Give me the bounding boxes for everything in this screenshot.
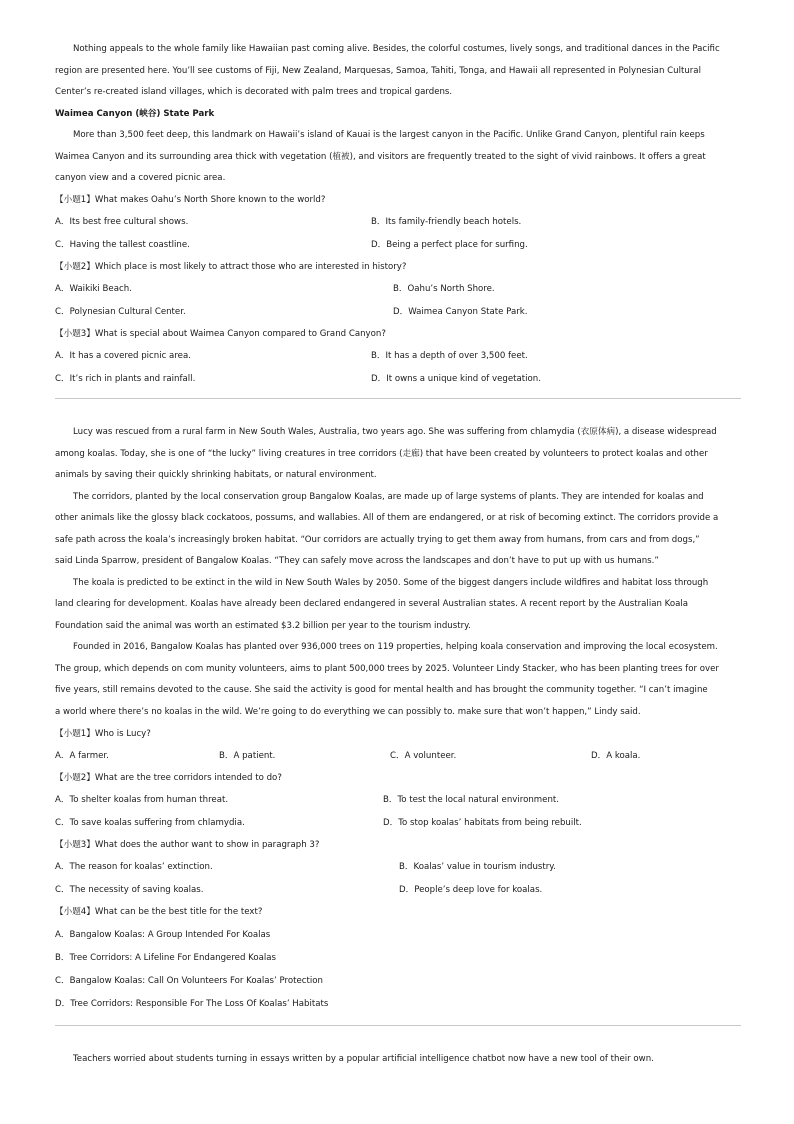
answer-option: B．It has a depth of over 3,500 feet. [371,351,528,361]
answer-option: B．A patient. [219,751,276,761]
question-stem: 【小题2】What are the tree corridors intended to do? [55,773,282,783]
answer-option: B．Tree Corridors: A Lifeline For Endangered Koalas [55,953,277,963]
answer-option: C．To save koalas suffering from chlamydia. [55,818,245,828]
answer-option: B．Oahu’s North Shore. [393,284,495,294]
passage-d-line: other animals like the glossy black cockatoos, possums, and wallabies. All of them are endangered, or at risk of becoming extinct. The corridors provide a [55,513,719,523]
passage-d-line: said Linda Sparrow, president of Bangalow Koalas. “They can safely move across the landscapes and don’t have to put up with us humans.” [55,556,659,566]
answer-option: D．Waimea Canyon State Park. [393,307,528,317]
passage-c-line: Center’s re-created island villages, which is decorated with palm trees and tropical gardens. [55,87,453,97]
answer-option: C．It’s rich in plants and rainfall. [55,374,196,384]
section-divider [55,1025,741,1026]
answer-option: A．Its best free cultural shows. [55,217,189,227]
passage-d-line: among koalas. Today, she is one of “the lucky” living creatures in tree corridors (走廊) that have been created by volunteers to protect koalas and other [55,449,708,459]
answer-option: B．To test the local natural environment. [383,795,560,805]
passage-c-line: Waimea Canyon and its surrounding area thick with vegetation (植被), and visitors are frequently treated to the sight of vivid rainbows. It offers a great [55,152,706,162]
answer-option: C．Polynesian Cultural Center. [55,307,186,317]
answer-option: A．Bangalow Koalas: A Group Intended For Koalas [55,930,271,940]
question-stem: 【小题3】What is special about Waimea Canyon compared to Grand Canyon? [55,329,386,339]
answer-option: A．A farmer. [55,751,109,761]
passage-c-line: Nothing appeals to the whole family like Hawaiian past coming alive. Besides, the colorful costumes, lively songs, and traditional dances in the Pacific [73,44,720,54]
passage-c-line: More than 3,500 feet deep, this landmark on Hawaii’s island of Kauai is the largest canyon in the Pacific. Unlike Grand Canyon, plentiful rain keeps [73,130,705,140]
passage-d-line: safe path across the koala’s increasingly broken habitat. “Our corridors are actually trying to get them away from humans, from cars and from dogs,” [55,535,700,545]
passage-d-line: The group, which depends on com munity volunteers, aims to plant 500,000 trees by 2025. Volunteer Lindy Stacker, who has been planting trees for over [55,664,719,674]
answer-option: A．To shelter koalas from human threat. [55,795,229,805]
section-divider [55,398,741,399]
passage-d-line: Lucy was rescued from a rural farm in New South Wales, Australia, two years ago. She was suffering from chlamydia (衣原体病), a disease widespread [73,427,717,437]
answer-option: D．A koala. [591,751,641,761]
section-heading: Waimea Canyon (峡谷) State Park [55,109,215,119]
passage-d-line: The koala is predicted to be extinct in the wild in New South Wales by 2050. Some of the biggest dangers include wildfires and habitat loss through [73,578,709,588]
passage-d-line: a world where there’s no koalas in the wild. We’re going to do everything we can possibly to. make sure that won’t happen,” Lindy said. [55,707,641,717]
question-stem: 【小题1】What makes Oahu’s North Shore known to the world? [55,195,326,205]
answer-option: D．It owns a unique kind of vegetation. [371,374,541,384]
answer-option: A．Waikiki Beach. [55,284,132,294]
answer-option: C．Bangalow Koalas: Call On Volunteers For Koalas’ Protection [55,976,323,986]
passage-c-line: canyon view and a covered picnic area. [55,173,226,183]
answer-option: D．People’s deep love for koalas. [399,885,543,895]
passage-d-line: five years, still remains devoted to the cause. She said the activity is good for mental health and has brought the community together. “I can’t imagine [55,685,708,695]
answer-option: C．The necessity of saving koalas. [55,885,204,895]
passage-c-line: region are presented here. You’ll see customs of Fiji, New Zealand, Marquesas, Samoa, Tahiti, Tonga, and Hawaii all represented in Polynesian Cultural [55,66,701,76]
passage-e-line: Teachers worried about students turning in essays written by a popular artificial intelligence chatbot now have a new tool of their own. [73,1054,654,1064]
passage-d-line: Founded in 2016, Bangalow Koalas has planted over 936,000 trees on 119 properties, helping koala conservation and improving the local ecosystem. [73,642,718,652]
answer-option: C．A volunteer. [390,751,457,761]
question-stem: 【小题2】Which place is most likely to attract those who are interested in history? [55,262,407,272]
answer-option: A．The reason for koalas’ extinction. [55,862,213,872]
passage-d-line: The corridors, planted by the local conservation group Bangalow Koalas, are made up of large systems of plants. They are intended for koalas and [73,492,704,502]
answer-option: D．Tree Corridors: Responsible For The Loss Of Koalas’ Habitats [55,999,329,1009]
answer-option: D．Being a perfect place for surfing. [371,240,528,250]
passage-d-line: land clearing for development. Koalas have already been declared endangered in several Australian states. A recent report by the Australian Koala [55,599,689,609]
answer-option: C．Having the tallest coastline. [55,240,190,250]
answer-option: B．Koalas’ value in tourism industry. [399,862,556,872]
question-stem: 【小题4】What can be the best title for the text? [55,907,263,917]
answer-option: D．To stop koalas’ habitats from being rebuilt. [383,818,582,828]
question-stem: 【小题3】What does the author want to show in paragraph 3? [55,840,320,850]
passage-d-line: animals by saving their quickly shrinking habitats, or natural environment. [55,470,377,480]
answer-option: A．It has a covered picnic area. [55,351,191,361]
answer-option: B．Its family-friendly beach hotels. [371,217,522,227]
question-stem: 【小题1】Who is Lucy? [55,729,151,739]
passage-d-line: Foundation said the animal was worth an estimated $3.2 billion per year to the tourism industry. [55,621,471,631]
